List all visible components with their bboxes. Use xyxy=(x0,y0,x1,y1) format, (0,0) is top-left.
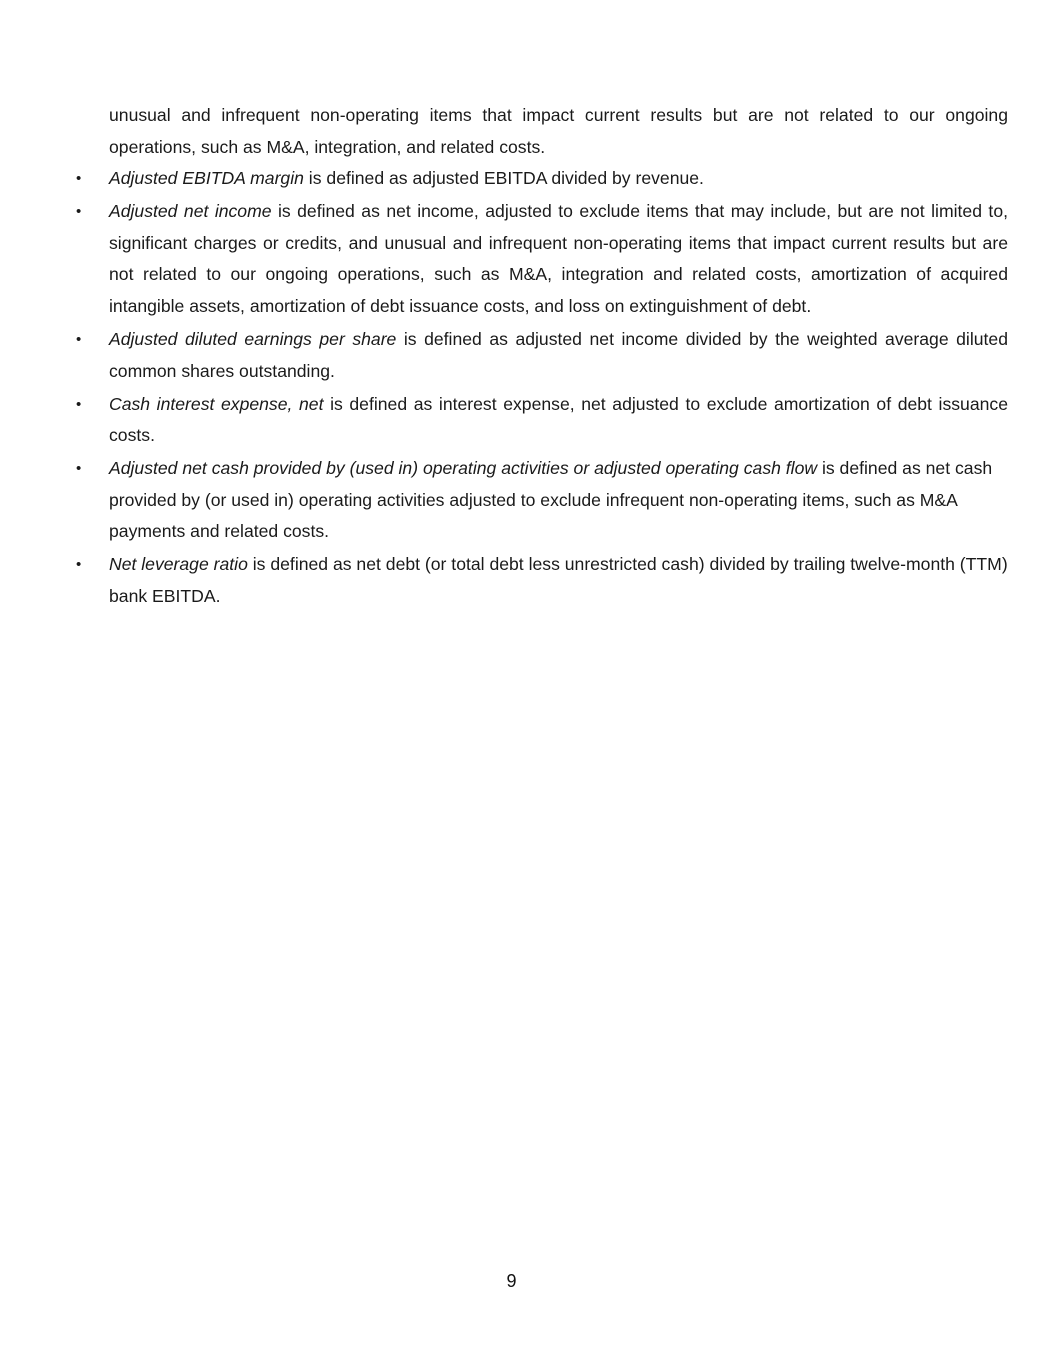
defined-term: Adjusted net income xyxy=(109,201,272,222)
bullet-marker: • xyxy=(76,170,82,188)
definition-adjusted-ebitda-margin xyxy=(76,163,1008,195)
definition-text: is defined as adjusted EBITDA divided by revenue. xyxy=(303,168,704,189)
bullet-marker: • xyxy=(76,460,82,478)
defined-term: Net leverage ratio xyxy=(109,554,248,575)
bullet-marker: • xyxy=(76,203,82,221)
list-item xyxy=(0,453,1055,548)
definition-adjusted-diluted-eps xyxy=(76,324,1008,387)
list-item xyxy=(0,324,1055,387)
definition-cash-interest-expense xyxy=(76,389,1008,452)
definition-text: is defined as net income, adjusted to exclude items that may include, but are not limited to, significant charges or credits, and unusual and infrequent non-operating items that impact current results but are not related to our ongoing operations, such as M&A, integration and related costs, amortization of acquired intangible assets, amortization of debt issuance costs, and loss on extinguishment of debt. xyxy=(109,201,1008,316)
continuation-paragraph: unusual and infrequent non-operating items that impact current results but are not related to our ongoing operations, such as M&A, integration, and related costs. xyxy=(109,105,1008,157)
defined-term: Adjusted diluted earnings per share xyxy=(109,328,397,349)
definition-text: is defined as net debt (or total debt less unrestricted cash) divided by trailing twelve-month (TTM) bank EBITDA. xyxy=(109,554,1008,606)
document-body xyxy=(0,100,1055,614)
list-item xyxy=(0,196,1055,322)
defined-term: Adjusted net cash provided by (used in) operating activities or adjusted operating cash flow xyxy=(109,458,818,479)
list-item xyxy=(0,549,1055,612)
definition-text: is defined as adjusted net income divided by the weighted average diluted common shares outstanding. xyxy=(109,328,1008,381)
bullet-marker: • xyxy=(76,556,82,574)
list-item xyxy=(0,389,1055,452)
defined-term: Adjusted EBITDA margin xyxy=(109,168,304,189)
list-item xyxy=(0,163,1055,195)
definition-text: is defined as net cash provided by (or used in) operating activities adjusted to exclude infrequent non-operating items, such as M&A payments and related costs. xyxy=(109,458,993,542)
definition-net-leverage-ratio xyxy=(76,549,1008,612)
definition-text: is defined as interest expense, net adjusted to exclude amortization of debt issuance costs. xyxy=(109,393,1008,446)
defined-term: Cash interest expense, net xyxy=(109,393,324,414)
definition-adjusted-net-income xyxy=(76,196,1008,322)
page-number: 9 xyxy=(506,1271,517,1291)
bullet-marker: • xyxy=(76,395,82,413)
bullet-marker: • xyxy=(76,330,82,348)
definition-adjusted-operating-cash-flow xyxy=(76,453,1008,548)
